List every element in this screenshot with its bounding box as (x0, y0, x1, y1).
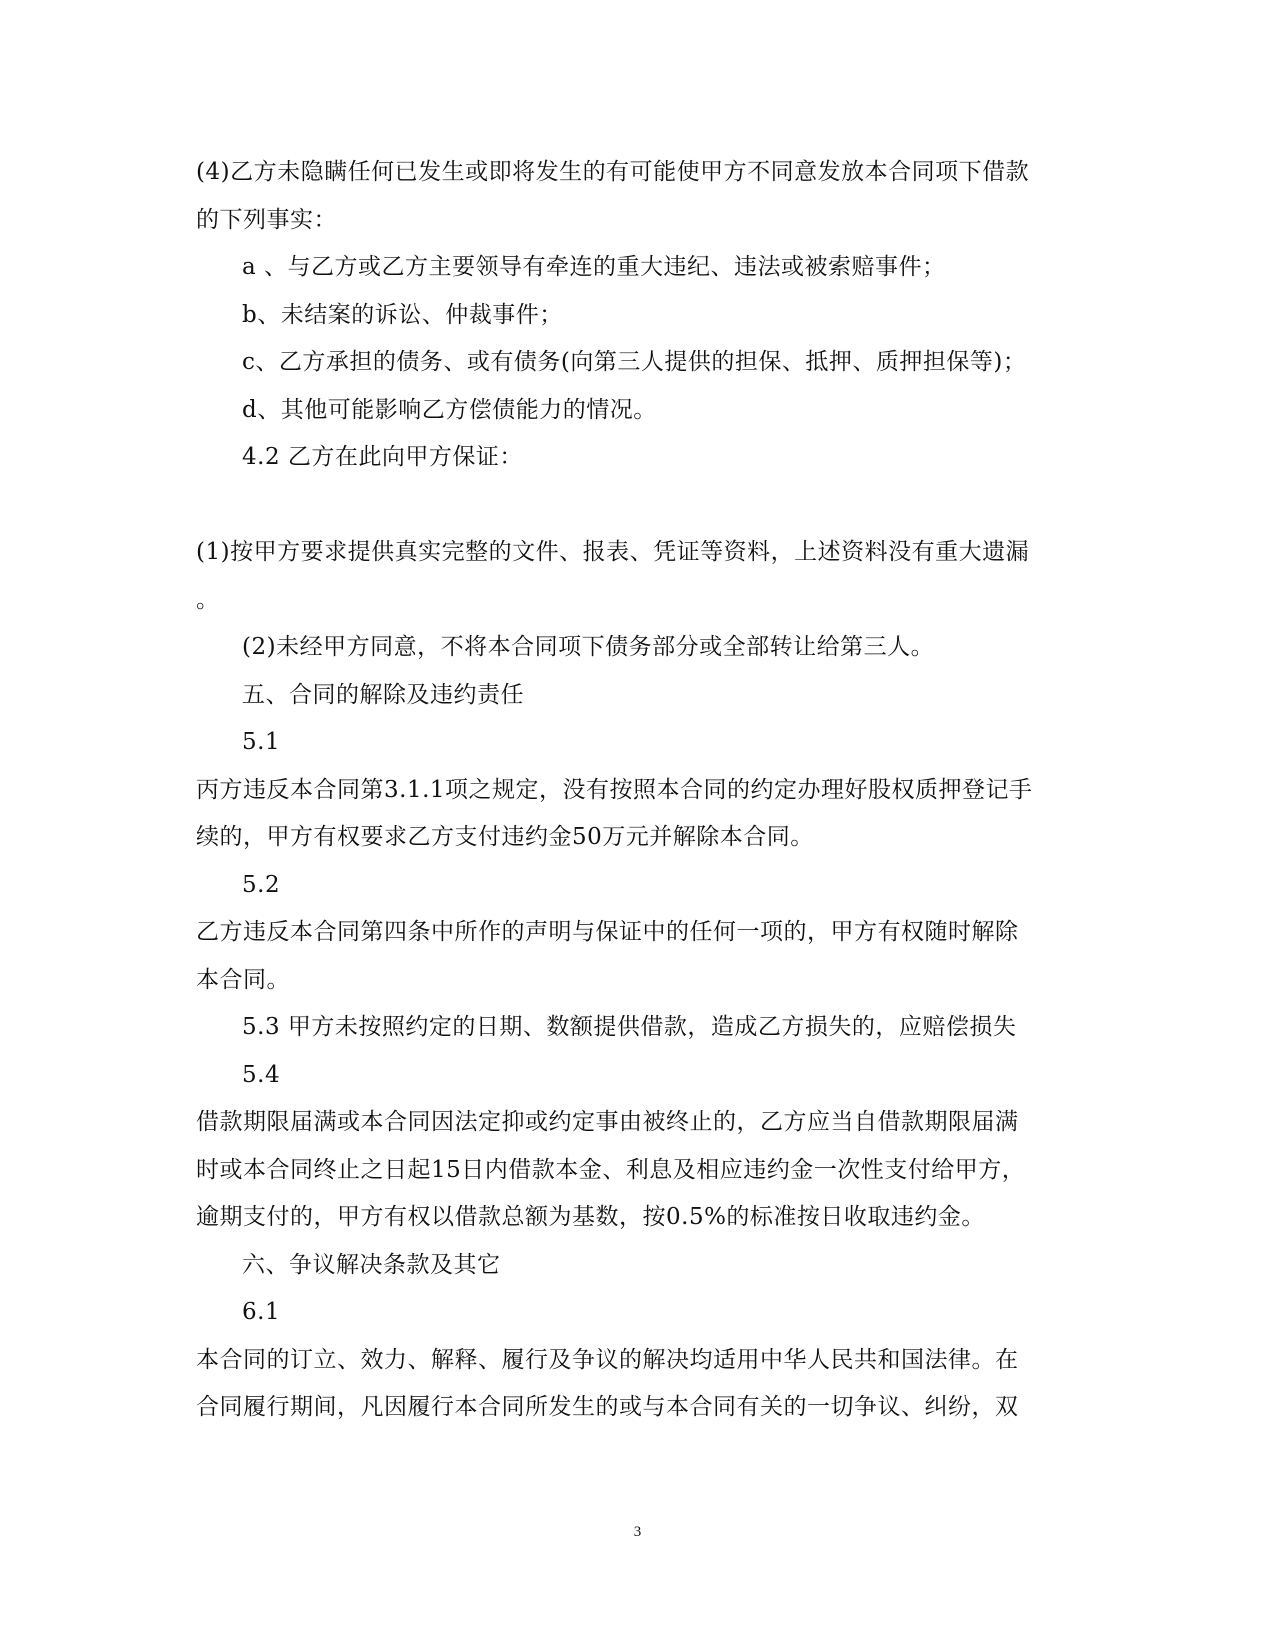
clause-heading: 5.3 甲方未按照约定的日期、数额提供借款，造成乙方损失的，应赔偿损失 (242, 1014, 1017, 1040)
text-line: 本合同。 (196, 967, 290, 993)
list-item-d: d、其他可能影响乙方偿债能力的情况。 (242, 397, 657, 423)
text-line: (1)按甲方要求提供真实完整的文件、报表、凭证等资料，上述资料没有重大遗漏 (196, 539, 1030, 565)
section-heading: 五、合同的解除及违约责任 (242, 682, 524, 708)
text-line: (4)乙方未隐瞒任何已发生或即将发生的有可能使甲方不同意发放本合同项下借款 (196, 159, 1030, 185)
section-heading: 六、争议解决条款及其它 (242, 1252, 501, 1278)
text-line: 本合同的订立、效力、解释、履行及争议的解决均适用中华人民共和国法律。在 (196, 1347, 1019, 1373)
text-line: (2)未经甲方同意，不将本合同项下债务部分或全部转让给第三人。 (242, 634, 935, 660)
list-item-b: b、未结案的诉讼、仲裁事件； (242, 302, 563, 328)
text-line: 乙方违反本合同第四条中所作的声明与保证中的任何一项的，甲方有权随时解除 (196, 919, 1019, 945)
text-line: 合同履行期间，凡因履行本合同所发生的或与本合同有关的一切争议、纠纷，双 (196, 1394, 1019, 1420)
text-line: 丙方违反本合同第3.1.1项之规定，没有按照本合同的约定办理好股权质押登记手 (196, 777, 1033, 803)
text-line: 时或本合同终止之日起15日内借款本金、利息及相应违约金一次性支付给甲方， (196, 1157, 1026, 1183)
text-line: 。 (196, 587, 220, 613)
clause-number: 5.1 (242, 729, 281, 755)
list-item-c: c、乙方承担的债务、或有债务(向第三人提供的担保、抵押、质押担保等)； (242, 349, 1027, 375)
clause-heading: 4.2 乙方在此向甲方保证： (242, 444, 523, 470)
clause-number: 5.4 (242, 1062, 281, 1088)
page-number: 3 (633, 1524, 642, 1540)
text-line: 逾期支付的，甲方有权以借款总额为基数，按0.5%的标准按日收取违约金。 (196, 1204, 985, 1230)
text-line: 的下列事实： (196, 207, 337, 233)
text-line: 续的，甲方有权要求乙方支付违约金50万元并解除本合同。 (196, 824, 814, 850)
list-item-a: a 、与乙方或乙方主要领导有牵连的重大违纪、违法或被索赔事件； (242, 254, 946, 280)
clause-number: 5.2 (242, 872, 281, 898)
clause-number: 6.1 (242, 1299, 281, 1325)
text-line: 借款期限届满或本合同因法定抑或约定事由被终止的，乙方应当自借款期限届满 (196, 1109, 1019, 1135)
